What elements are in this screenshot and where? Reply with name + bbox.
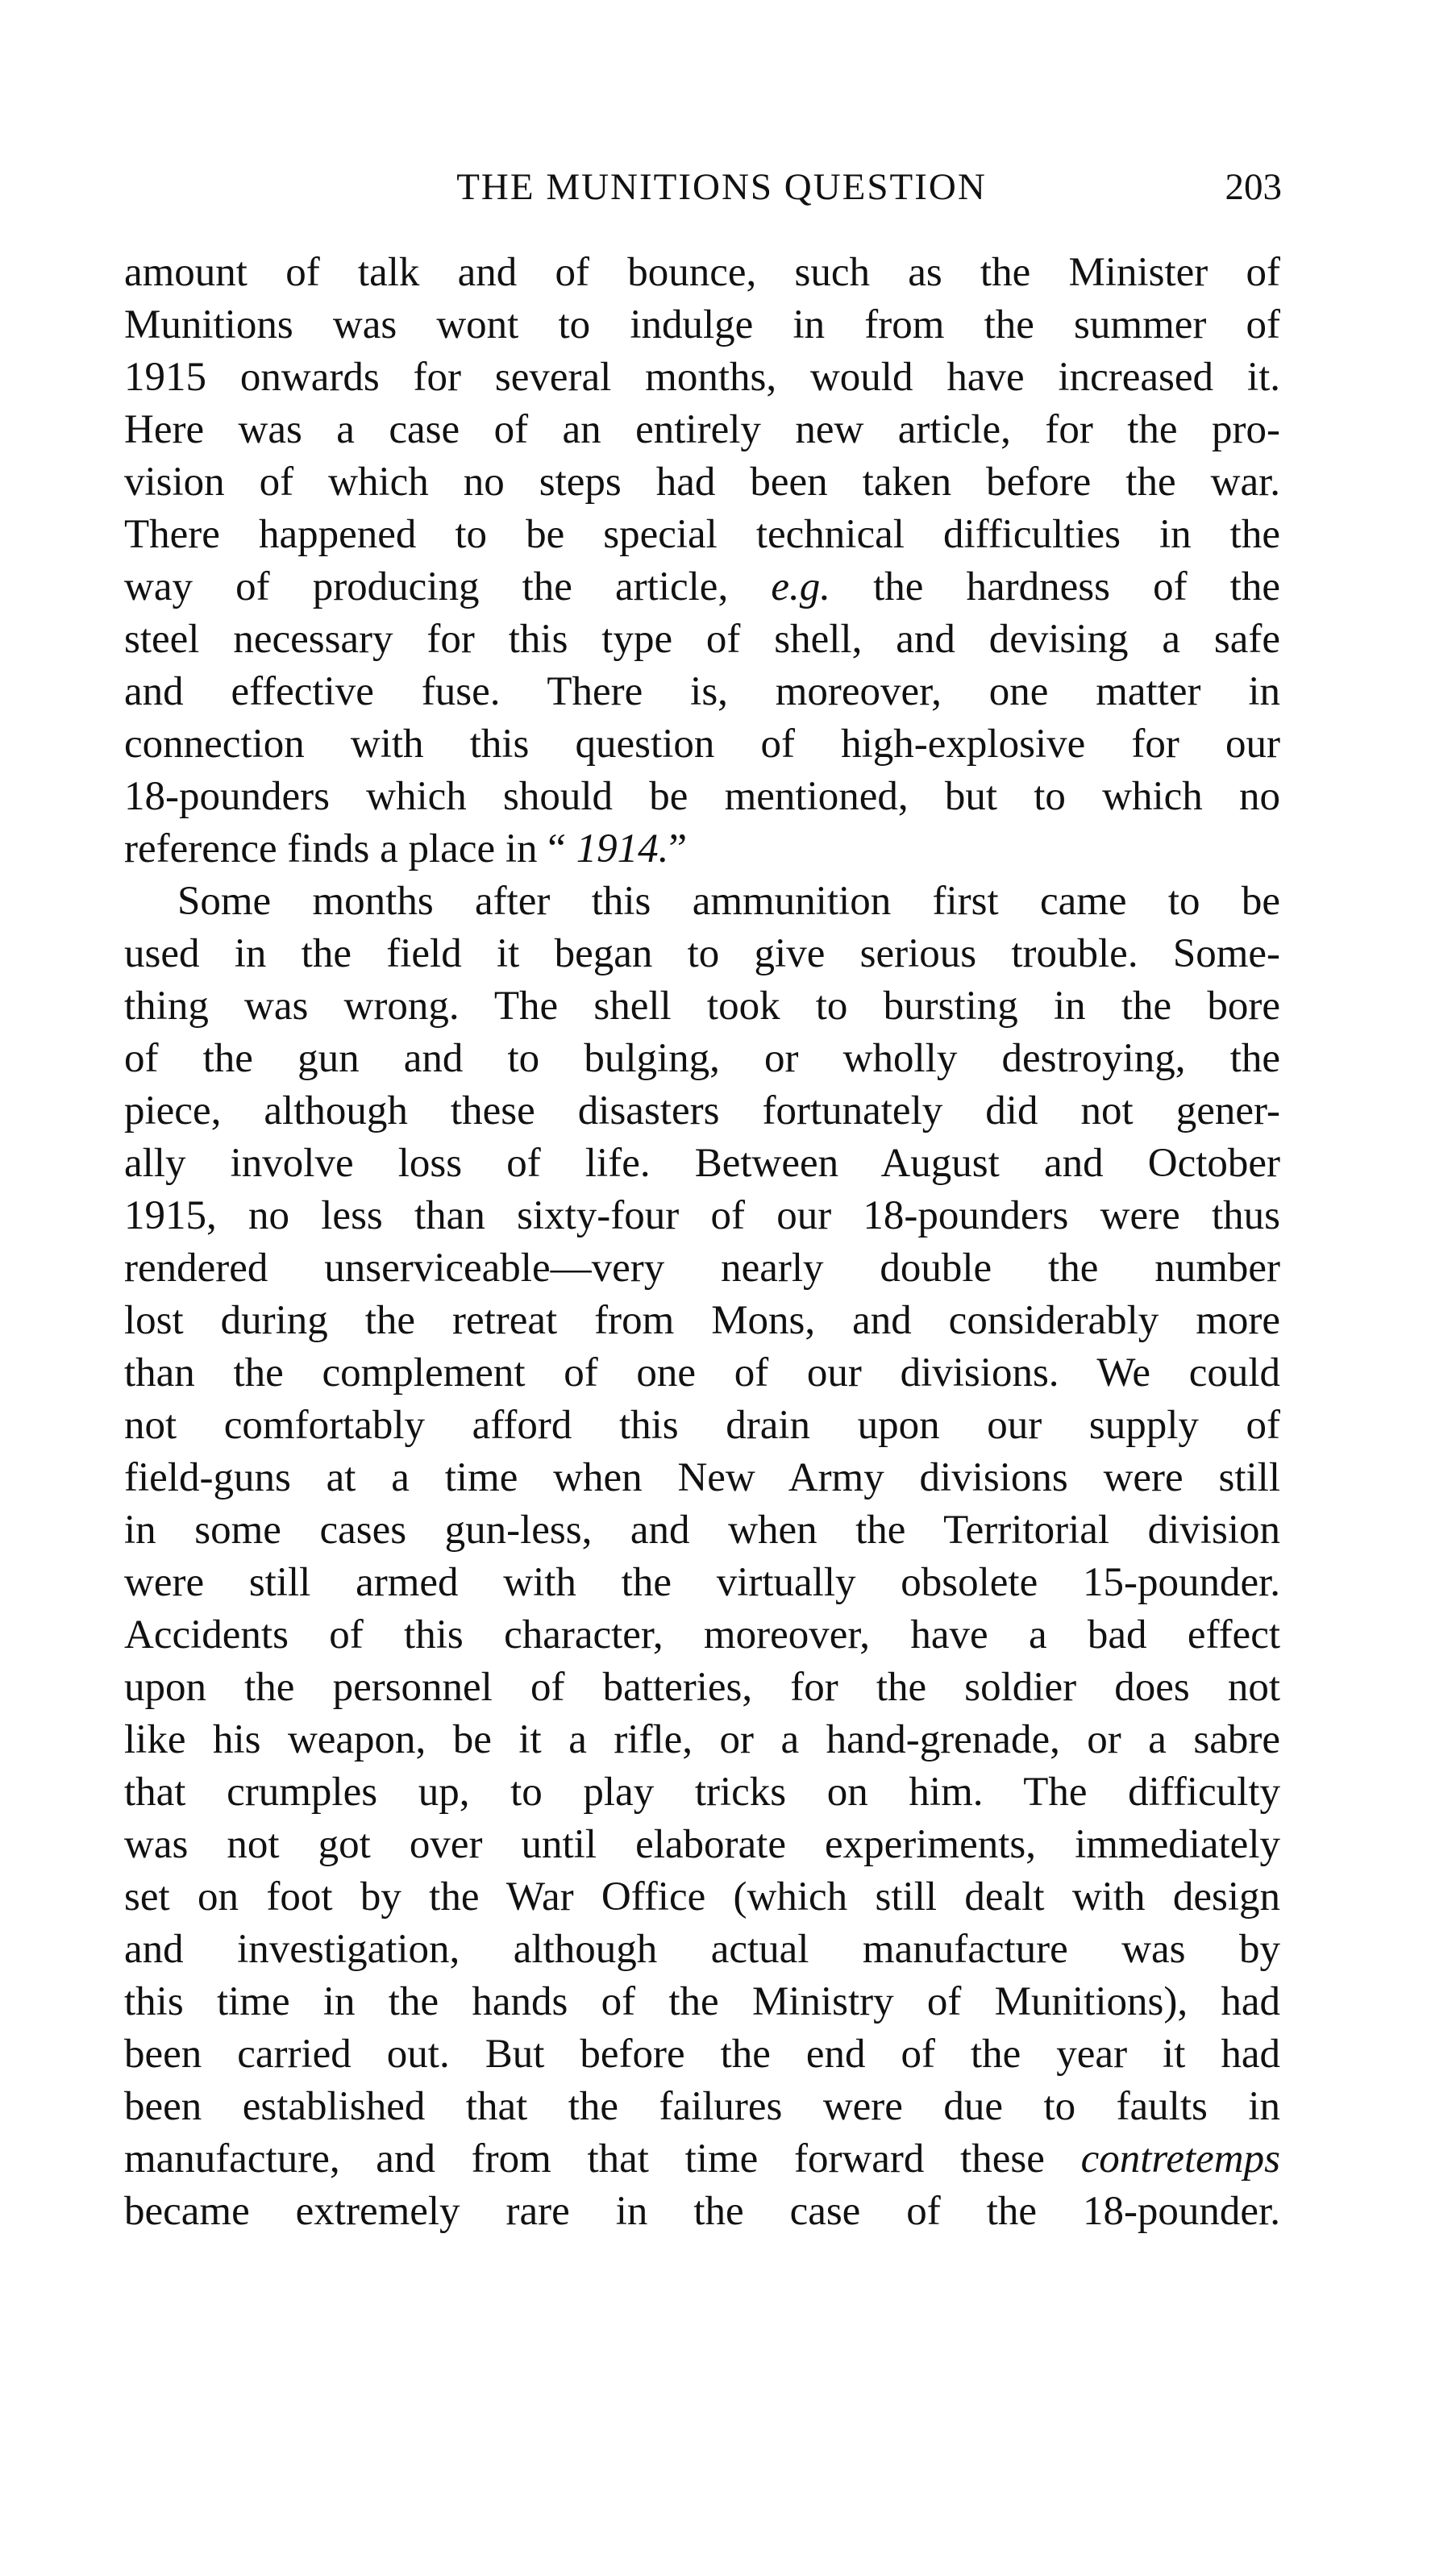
text-line [124, 1400, 1280, 1452]
body-text [124, 247, 1280, 2238]
text-segment: used in the field it began to give serious trouble. Some- [124, 931, 1280, 976]
text-line [124, 1976, 1280, 2028]
text-line [124, 561, 1280, 614]
text-segment: reference finds a place in “ [124, 826, 576, 871]
text-segment: of the gun and to bulging, or wholly destroying, the [124, 1036, 1280, 1081]
text-line [124, 1819, 1280, 1871]
text-line [124, 1033, 1280, 1085]
text-line [124, 1766, 1280, 1819]
text-segment: were still armed with the virtually obsolete 15-pounder. [124, 1560, 1280, 1605]
text-line [124, 1138, 1280, 1190]
text-segment: been established that the failures were due to faults in [124, 2084, 1280, 2129]
text-line [124, 1190, 1280, 1242]
text-line [124, 614, 1280, 666]
text-line [124, 1714, 1280, 1766]
text-segment: this time in the hands of the Ministry of Munitions), had [124, 1979, 1280, 2024]
paragraph [124, 876, 1280, 2238]
text-segment: ally involve loss of life. Between August and October [124, 1141, 1280, 1186]
header-title: THE MUNITIONS QUESTION [456, 166, 987, 208]
text-segment: There happened to be special technical difficulties in the [124, 512, 1280, 557]
text-segment: than the complement of one of our divisions. We could [124, 1350, 1280, 1396]
text-line [124, 980, 1280, 1033]
text-line [124, 1609, 1280, 1662]
text-segment: connection with this question of high-explosive for our [124, 722, 1280, 767]
text-segment: way of producing the article, [124, 564, 772, 609]
text-segment: Munitions was wont to indulge in from the summer of [124, 302, 1280, 347]
text-line [124, 1557, 1280, 1609]
text-line [124, 2081, 1280, 2133]
text-segment: like his weapon, be it a rifle, or a hand-grenade, or a sabre [124, 1717, 1280, 1762]
text-segment: Accidents of this character, moreover, have a bad effect [124, 1612, 1280, 1658]
text-segment: upon the personnel of batteries, for the soldier does not [124, 1665, 1280, 1710]
text-line [124, 2133, 1280, 2186]
text-segment: 18-pounders which should be mentioned, but to which no [124, 774, 1280, 819]
text-segment: Here was a case of an entirely new article, for the pro- [124, 407, 1280, 452]
text-line [124, 404, 1280, 456]
text-line [124, 509, 1280, 561]
text-segment: 1915 onwards for several months, would have increased it. [124, 355, 1280, 400]
text-line [124, 299, 1280, 351]
text-line [124, 1085, 1280, 1138]
text-segment: lost during the retreat from Mons, and considerably more [124, 1298, 1280, 1343]
text-line [124, 1871, 1280, 1924]
text-line [124, 771, 1280, 823]
text-segment: and investigation, although actual manufacture was by [124, 1927, 1280, 1972]
text-segment: and effective fuse. There is, moreover, one matter in [124, 669, 1280, 714]
text-segment: field-guns at a time when New Army divisions were still [124, 1455, 1280, 1500]
text-segment: been carried out. But before the end of the year it had [124, 2032, 1280, 2077]
text-line [124, 351, 1280, 404]
text-line [124, 2186, 1280, 2238]
text-segment: amount of talk and of bounce, such as the Minister of [124, 250, 1280, 295]
text-segment: in some cases gun-less, and when the Territorial division [124, 1508, 1280, 1553]
text-segment: piece, although these disasters fortunately did not gener- [124, 1088, 1280, 1133]
text-line [124, 666, 1280, 718]
text-line [124, 1924, 1280, 1976]
text-line [124, 247, 1280, 299]
text-line [124, 928, 1280, 980]
page-number: 203 [1225, 166, 1282, 208]
text-line [124, 1452, 1280, 1504]
text-segment: rendered unserviceable—very nearly double the number [124, 1246, 1280, 1291]
text-segment: set on foot by the War Office (which still dealt with design [124, 1874, 1280, 1920]
text-segment: steel necessary for this type of shell, and devising a safe [124, 617, 1280, 662]
italic-text: 1914. [576, 826, 669, 871]
italic-text: e.g. [771, 564, 830, 609]
text-line [124, 1504, 1280, 1557]
text-segment: Some months after this ammunition first came to be [177, 879, 1280, 924]
text-line [124, 1242, 1280, 1295]
text-line [124, 876, 1280, 928]
text-segment: 1915, no less than sixty-four of our 18-pounders were thus [124, 1193, 1280, 1238]
text-segment: that crumples up, to play tricks on him. The difficulty [124, 1770, 1280, 1815]
text-segment: the hardness of the [830, 564, 1280, 609]
text-line [124, 823, 1280, 876]
paragraph [124, 247, 1280, 876]
text-segment: manufacture, and from that time forward these [124, 2136, 1081, 2182]
text-line [124, 1295, 1280, 1347]
text-segment: thing was wrong. The shell took to bursting in the bore [124, 984, 1280, 1029]
text-line [124, 718, 1280, 771]
text-segment: became extremely rare in the case of the 18-pounder. [124, 2189, 1280, 2234]
text-segment: was not got over until elaborate experiments, immediately [124, 1822, 1280, 1867]
text-line [124, 456, 1280, 509]
italic-text: contretemps [1080, 2136, 1280, 2182]
text-segment: not comfortably afford this drain upon our supply of [124, 1403, 1280, 1448]
text-line [124, 1347, 1280, 1400]
text-segment: vision of which no steps had been taken before the war. [124, 460, 1280, 505]
text-segment: ” [668, 826, 688, 871]
text-line [124, 1662, 1280, 1714]
text-line [124, 2028, 1280, 2081]
